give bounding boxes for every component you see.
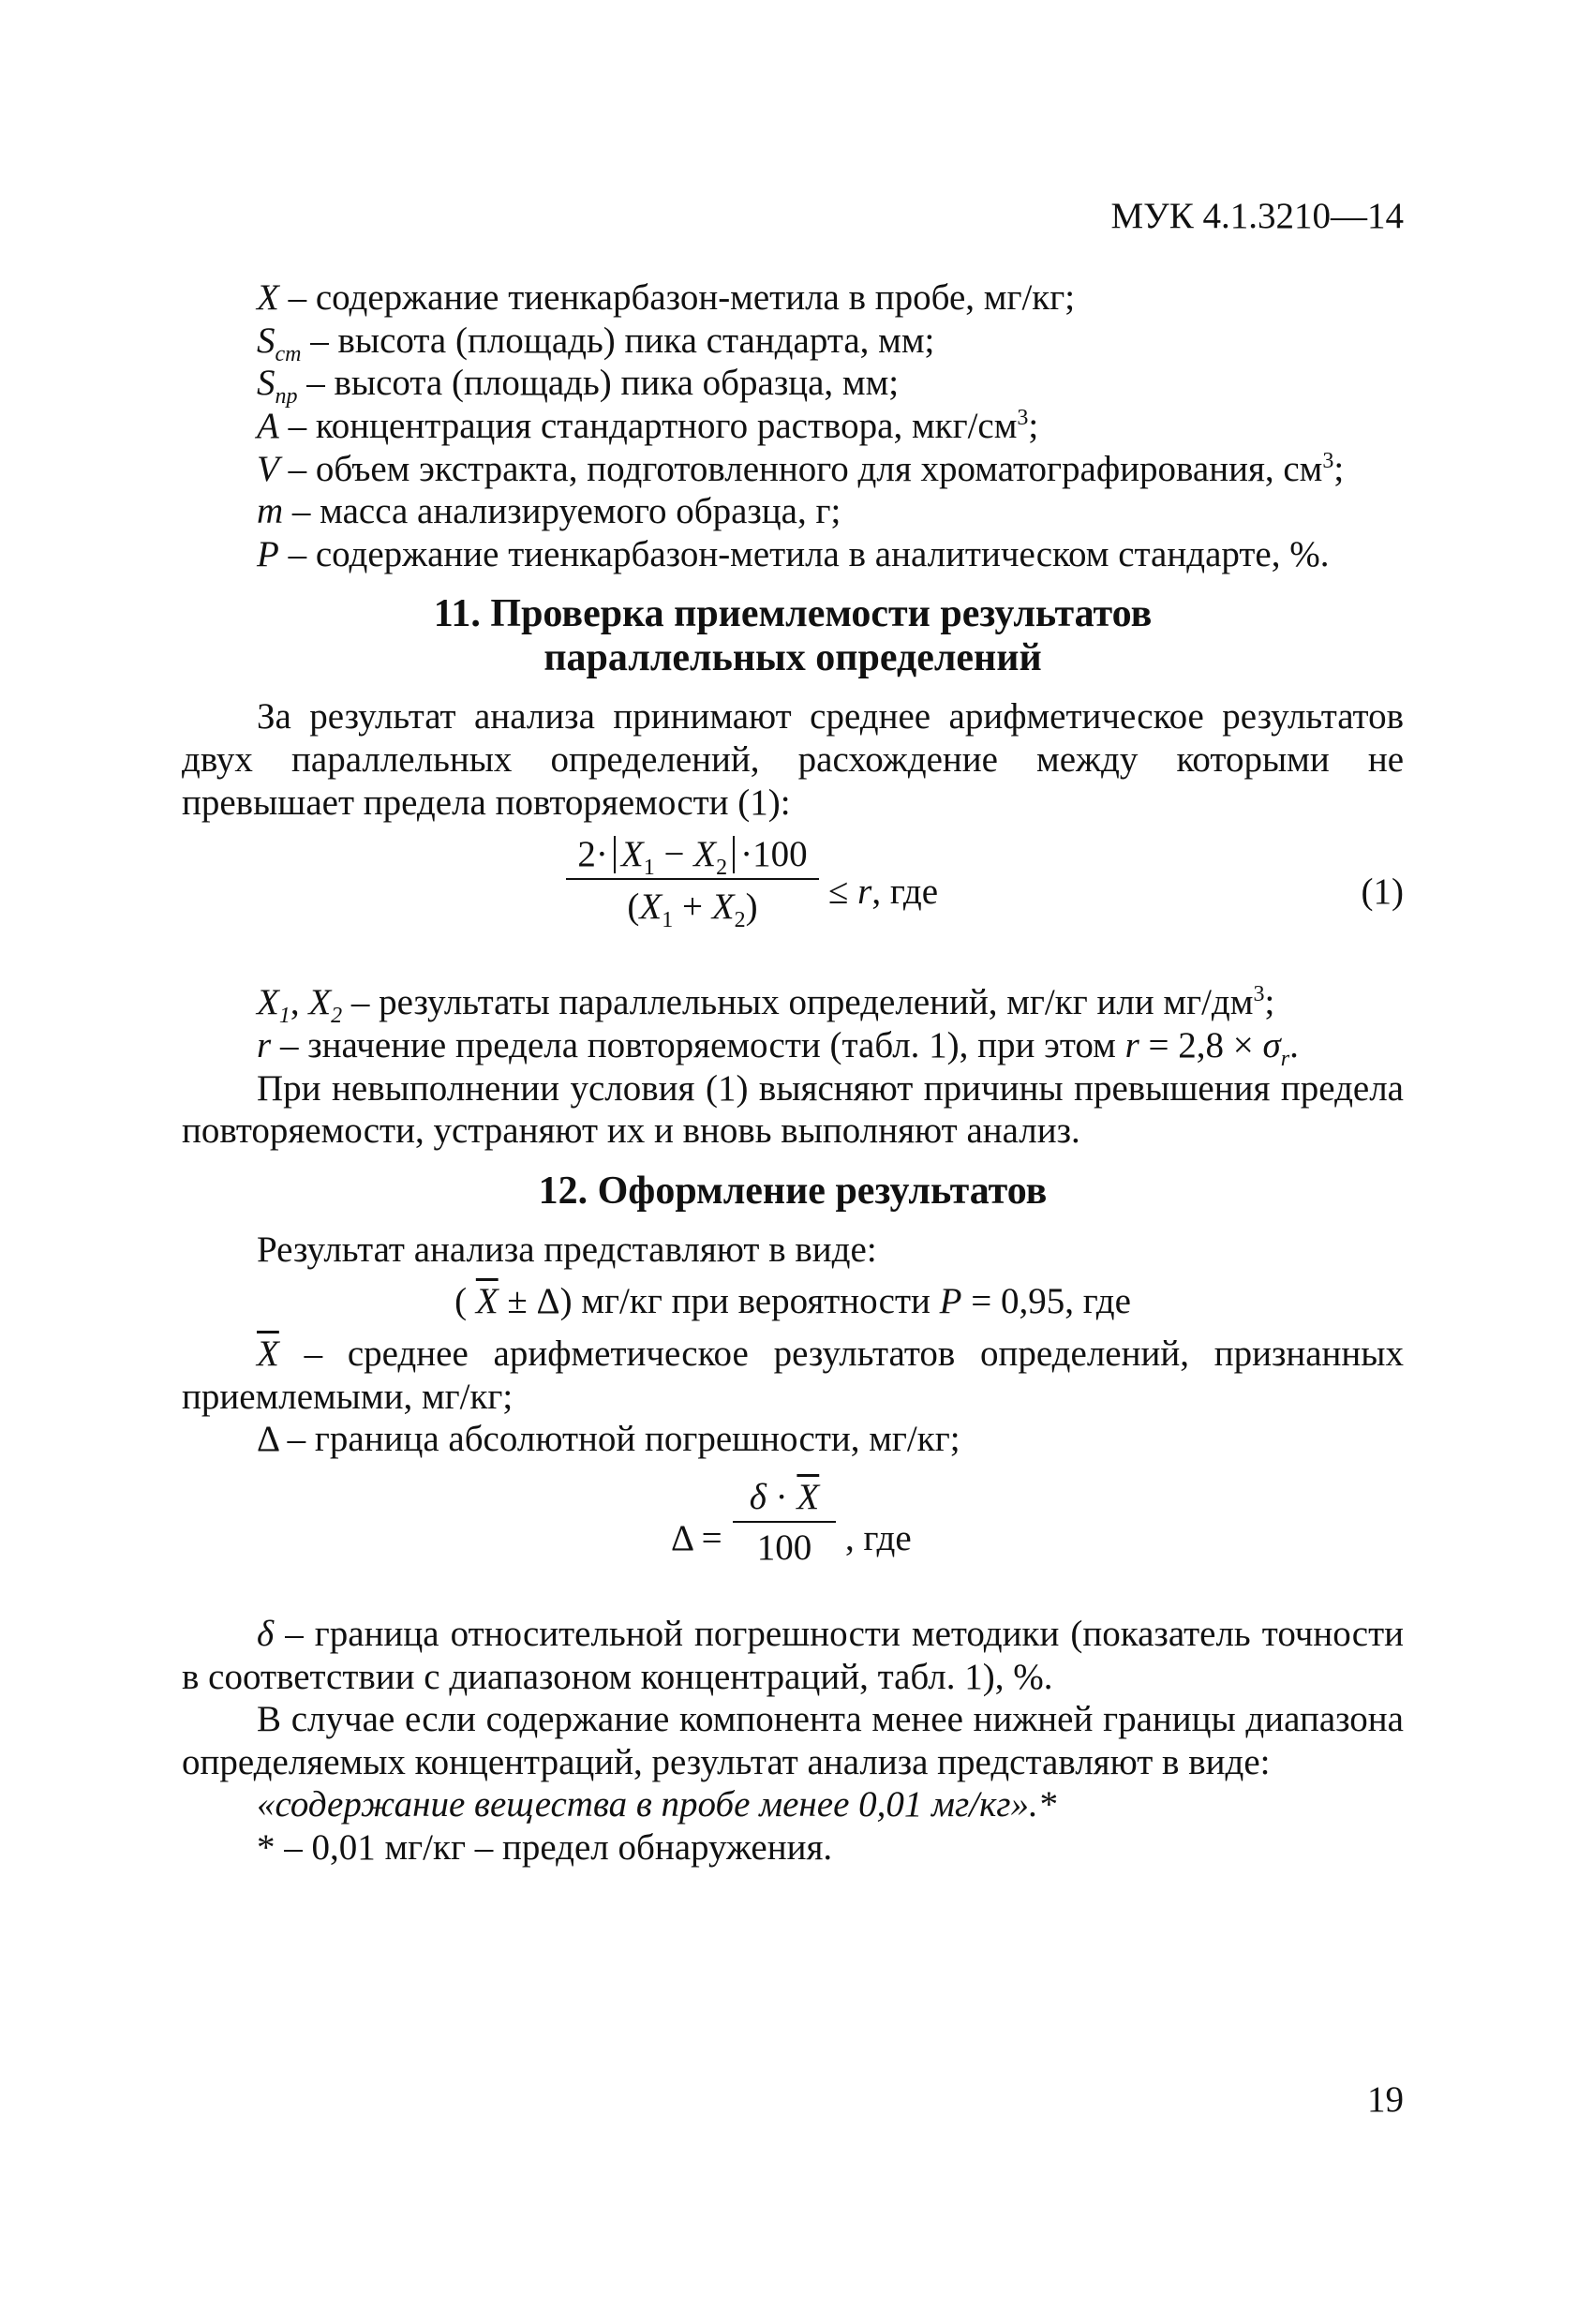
abs-bar-left [614,836,616,873]
definition-s-st: $S_{ст}$ – высота (площадь) пика стандарта, мм; [257,320,935,366]
definition-delta-relative: δ – граница относительной погрешности методики (показатель точности в соответствии с диапазоном концентраций, табл. 1), %. [182,1613,1404,1697]
formula-1 [182,833,1404,974]
formula-2-fraction [733,1476,836,1569]
definition-s-pr: $S_{пр}$ – высота (площадь) пика образца, мм; [257,363,900,410]
section-12-intro: Результат анализа представляют в виде: [257,1229,877,1270]
section-11-title-line1: 11. Проверка приемлемости результатов [433,592,1153,636]
definition-a: A – концентрация стандартного раствора, мкг/$см^3$; [257,405,1039,446]
result-expression: ( $\overline{X} \pm \Delta$) мг/кг при вероятности P = 0,95, где [454,1281,1131,1322]
definition-x: X – содержание тиенкарбазон-метила в пробе, мг/кг; [257,277,1076,318]
section-11-title-line2: параллельных определений [543,636,1042,680]
section-12-paragraph: В случае если содержание компонента менее нижней границы диапазона определяемых концентраций, результат анализа представляют в виде: [182,1699,1404,1782]
formula-2 [182,1472,1404,1603]
section-11-paragraph-2: При невыполнении условия (1) выясняют причины превышения предела повторяемости, устраняют их и вновь выполняют анализ. [182,1067,1404,1152]
definition-v: V – объем экстракта, подготовленного для хроматографирования, $см^3$; [257,448,1345,489]
abs-bar-right [733,836,735,873]
document-page [182,0,1404,2324]
definition-p: P – содержание тиенкарбазон-метила в аналитическом стандарте, %. [257,533,1330,574]
formula-1-numerator: $2\cdot X_1 - X_2 \cdot 100$ [577,834,808,881]
section-11-paragraph: За результат анализа принимают среднее арифметическое результатов двух параллельных определений, расхождение между которыми не превышает предела повторяемости (1): [182,696,1404,823]
formula-2-denominator: 100 [756,1527,812,1568]
definition-r: r – значение предела повторяемости (табл. 1), при этом $r = 2,8 \times \sigma_r$. [257,1024,1299,1071]
formula-2-tail: , где [845,1517,912,1558]
equation-number: (1) [1361,872,1404,913]
definition-delta: Δ – граница абсолютной погрешности, мг/кг; [257,1419,960,1460]
definition-x1-x2: $X_1$, $X_2$ – результаты параллельных определений, мг/кг или $мг/дм^3$; [257,982,1275,1029]
formula-2-numerator: $\delta \cdot \overline{X}$ [749,1476,820,1517]
document-code: МУК 4.1.3210—14 [1110,196,1404,236]
section-12-heading: 12. Оформление результатов [538,1169,1048,1213]
definition-m: m – масса анализируемого образца, г; [257,491,841,532]
result-quote: «содержание вещества в пробе менее 0,01 мг/кг».* [257,1784,1057,1825]
formula-1-tail: ≤ r, где [828,872,939,913]
definition-x-bar: $\overline{X}$ – среднее арифметическое результатов определений, признанных приемлемыми, мг/кг; [182,1333,1404,1417]
page-content [182,276,1404,1870]
formula-1-denominator: $(X_1 + X_2)$ [627,886,758,932]
page-number: 19 [1367,2079,1404,2120]
section-11-heading [182,592,1404,680]
footnote: * – 0,01 мг/кг – предел обнаружения. [257,1827,833,1869]
formula-1-fraction [566,833,819,932]
formula-2-lhs: Δ = [671,1517,722,1558]
